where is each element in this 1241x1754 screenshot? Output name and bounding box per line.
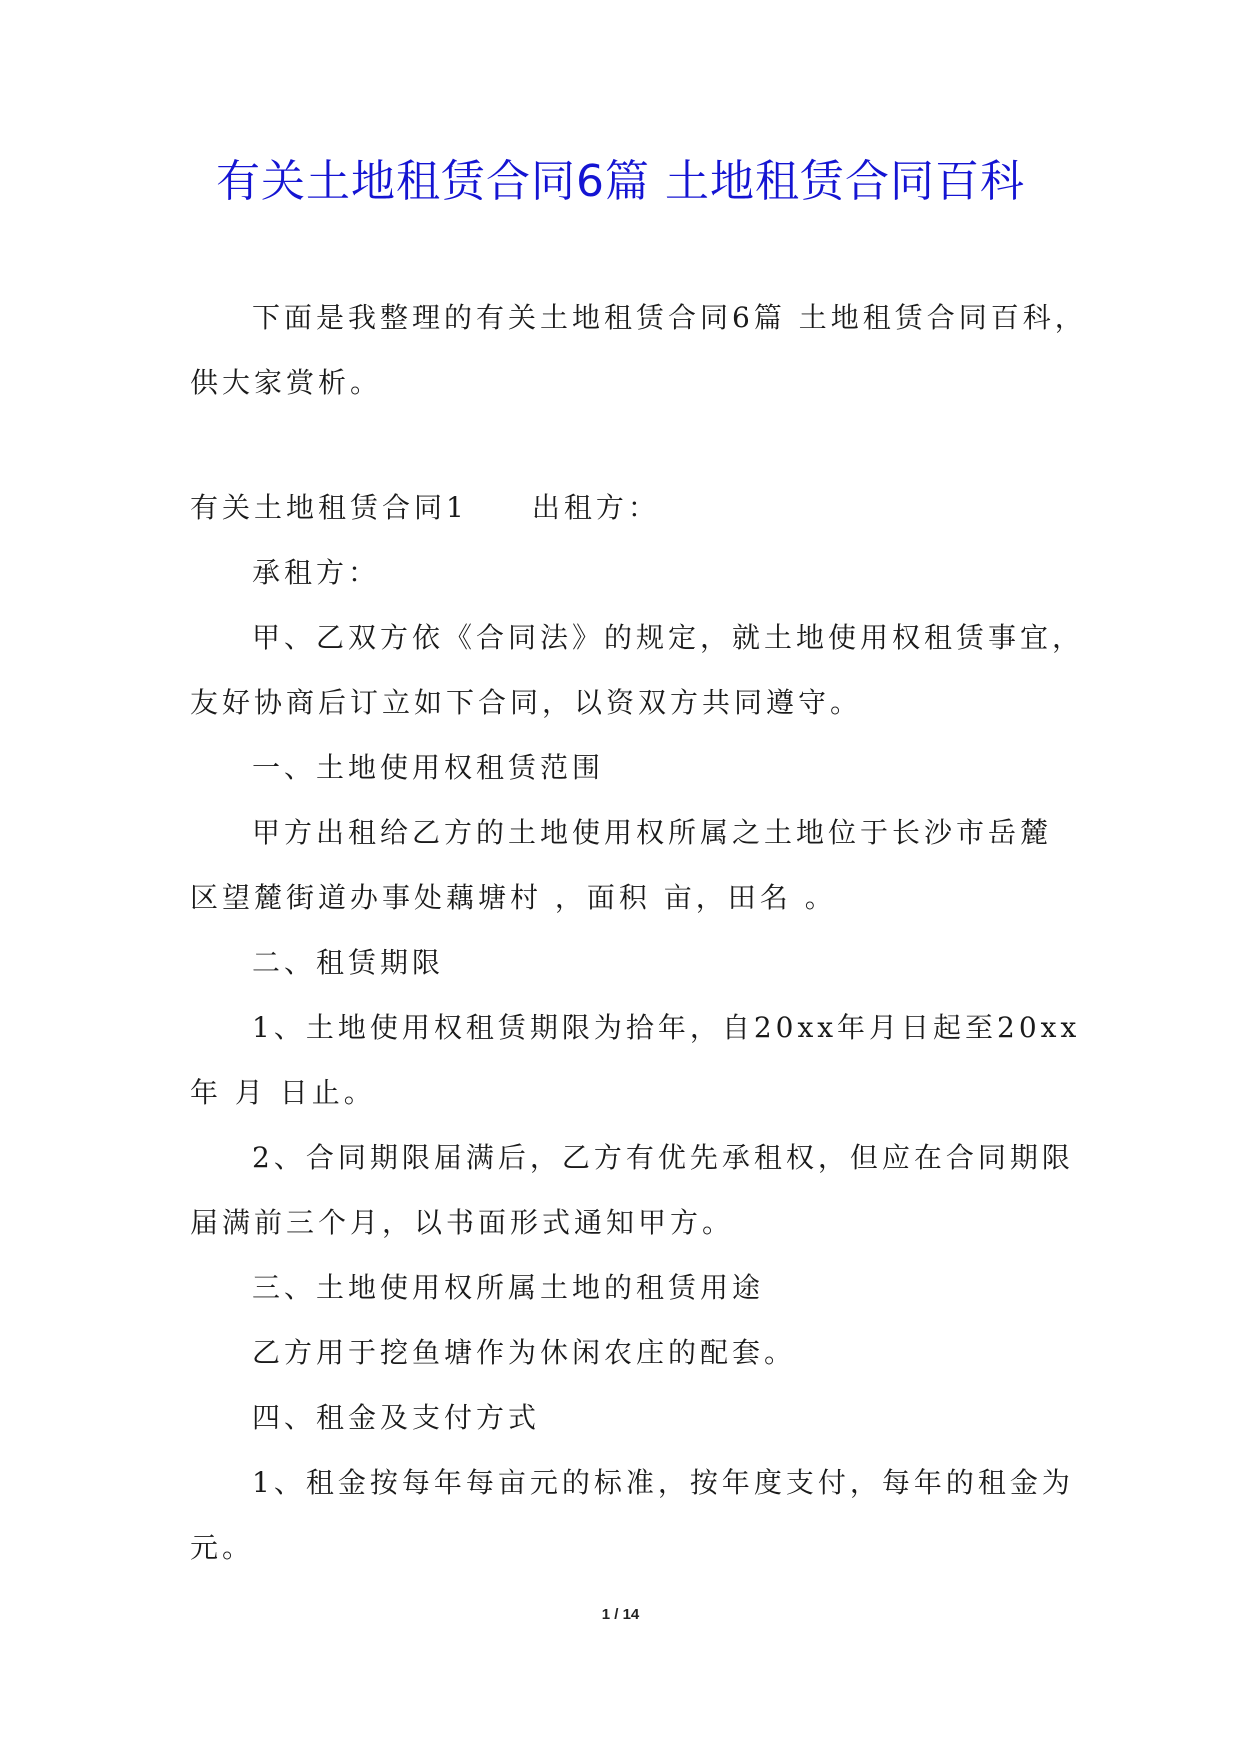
section-heading: 一、土地使用权租赁范围 (252, 751, 605, 784)
document-title: 有关土地租赁合同6篇 土地租赁合同百科 (216, 156, 1025, 207)
intro-line-1: 下面是我整理的有关土地租赁合同6篇 土地租赁合同百科， (252, 301, 1087, 334)
section-gap (190, 415, 1070, 475)
document-body (190, 285, 1087, 1580)
contract-heading: 有关土地租赁合同1 出租方： (190, 491, 660, 524)
page-number: 1 / 14 (601, 1606, 640, 1623)
paragraph-line: 1、租金按每年每亩元的标准，按年度支付，每年的租金为 (252, 1466, 1074, 1499)
paragraph-line: 年 月 日止。 (190, 1076, 376, 1109)
section-heading: 四、租金及支付方式 (252, 1401, 541, 1434)
paragraph-line: 乙方用于挖鱼塘作为休闲农庄的配套。 (252, 1336, 797, 1369)
paragraph-line: 2、合同期限届满后，乙方有优先承租权，但应在合同期限 (252, 1141, 1074, 1174)
paragraph-line: 甲、乙双方依《合同法》的规定，就土地使用权租赁事宜， (252, 621, 1085, 654)
paragraph-line: 区望麓街道办事处藕塘村 ，面积 亩，田名 。 (190, 881, 837, 914)
intro-line-2: 供大家赏析。 (190, 366, 383, 399)
paragraph-line: 甲方出租给乙方的土地使用权所属之土地位于长沙市岳麓 (252, 816, 1053, 849)
section-heading: 二、租赁期限 (252, 946, 445, 979)
paragraph-line: 承租方： (252, 556, 381, 589)
paragraph-line: 友好协商后订立如下合同，以资双方共同遵守。 (190, 686, 863, 719)
paragraph-line: 1、土地使用权租赁期限为拾年，自20xx年月日起至20xx (252, 1011, 1081, 1044)
section-heading: 三、土地使用权所属土地的租赁用途 (252, 1271, 765, 1304)
paragraph-line: 届满前三个月，以书面形式通知甲方。 (190, 1206, 735, 1239)
paragraph-line: 元。 (190, 1531, 255, 1564)
